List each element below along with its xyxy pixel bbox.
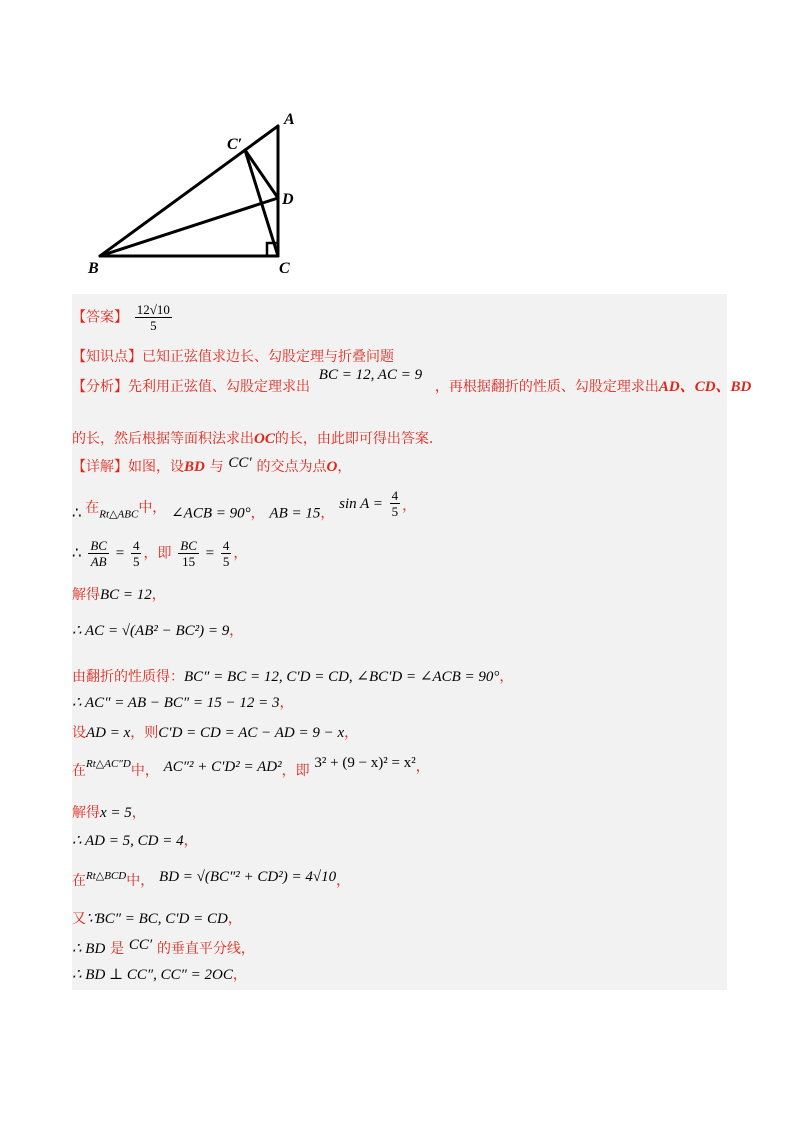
step2-f1d: AB (90, 554, 107, 569)
step13-pre: ∴ BD (72, 941, 106, 957)
step12-pre: 又 (72, 911, 86, 927)
step5-end: ， (499, 669, 514, 685)
label-d: D (282, 191, 294, 208)
detail-v2: CC′ (228, 455, 252, 471)
step1-end: ， (402, 497, 417, 514)
step3-end: ， (151, 587, 166, 603)
step8-pre: 在 (72, 763, 86, 779)
step1-num: 4 (391, 488, 399, 503)
step10-math: ∴ AD = 5, CD = 4 (72, 833, 184, 849)
detail-tag: 【详解】 (72, 459, 128, 475)
knowledge-text: 已知正弦值求边长、勾股定理与折叠问题 (142, 349, 394, 365)
step2-f4d: 5 (222, 554, 230, 569)
analysis-line2b: 的长，由此即可得出答案. (274, 431, 434, 447)
step-1 (72, 488, 417, 529)
step1-mid: 中， (138, 499, 167, 516)
step2-f2d: 5 (132, 554, 140, 569)
step-8 (72, 755, 430, 782)
step2-f3d: 15 (182, 554, 196, 569)
solution-panel (72, 294, 752, 990)
step7-mid: ，则 (130, 725, 159, 741)
step8-triangle: Rt△AC″D (86, 758, 131, 770)
step-9 (72, 802, 146, 823)
step1-sep: ， (250, 505, 265, 522)
label-b: B (88, 260, 99, 277)
step3-math: BC = 12 (100, 587, 152, 603)
step7-m2: C′D = CD = AC − AD = 9 − x (158, 725, 345, 741)
step8-end: ， (415, 759, 430, 775)
step-12 (72, 908, 242, 929)
answer-denominator: 5 (150, 318, 157, 333)
detail-v3: O (326, 459, 338, 475)
detail-t1: 如图，设 (128, 459, 184, 475)
detail-t2: 与 (209, 459, 224, 475)
step2-eq: = (115, 545, 125, 562)
step13-mid: 是 (110, 941, 125, 957)
step5-math: BC″ = BC = 12, C′D = CD, ∠BC′D = ∠ACB = 90° (184, 669, 500, 685)
answer-row (72, 302, 174, 333)
step-7 (72, 722, 358, 743)
analysis-math: BC = 12, AC = 9 (318, 367, 423, 383)
analysis-var2: OC (254, 431, 275, 447)
step10-end: ， (183, 833, 198, 849)
step-10 (72, 830, 198, 851)
step2-frac3 (178, 538, 199, 569)
step-14 (72, 964, 247, 985)
step2-end: ， (233, 545, 248, 562)
step2-f4n: 4 (222, 538, 230, 553)
step1-ab: AB = 15 (269, 505, 321, 522)
step2-f1n: BC (90, 538, 107, 553)
geometry-figure (70, 100, 330, 290)
knowledge-tag: 【知识点】 (72, 349, 142, 365)
analysis-text1: 先利用正弦值、勾股定理求出 (128, 379, 310, 395)
step1-fraction (390, 488, 401, 519)
step1-sep2: ， (320, 505, 335, 522)
step-5 (72, 666, 513, 687)
analysis-text2: ，再根据翻折的性质、勾股定理求出 (434, 379, 659, 395)
step8-m1: AC″² + C′D² = AD² (163, 759, 282, 775)
step1-in: 在 (85, 499, 100, 516)
analysis-tag: 【分析】 (72, 379, 128, 395)
answer-fraction (135, 302, 172, 333)
analysis-line2a: 的长，然后根据等面积法求出 (72, 431, 254, 447)
step11-triangle: Rt△BCD (86, 870, 127, 882)
step8-m2: 3² + (9 − x)² = x² (314, 755, 416, 771)
step8-mid2: ，即 (281, 763, 310, 779)
detail-row (72, 456, 351, 477)
segment-bd (100, 198, 278, 256)
step2-eq2: = (205, 545, 215, 562)
step1-den: 5 (391, 504, 399, 519)
step-2 (72, 538, 247, 569)
answer-tag: 【答案】 (72, 309, 128, 326)
label-c: C (279, 260, 290, 277)
step4-math: ∴ AC = √(AB² − BC²) = 9 (72, 623, 230, 639)
step2-f3n: BC (180, 538, 197, 553)
analysis-row (72, 367, 752, 397)
analysis-row-2 (72, 428, 433, 449)
step9-end: ， (131, 805, 146, 821)
step8-mid: 中， (130, 763, 159, 779)
step13-v: CC′ (128, 937, 153, 953)
step2-therefore: ∴ (72, 545, 82, 562)
step7-end: ， (344, 725, 359, 741)
step-11 (72, 870, 350, 892)
step1-sin: sin A = (339, 495, 383, 512)
step1-angle: ∠ACB = 90° (171, 505, 251, 522)
step2-frac4 (221, 538, 232, 569)
step6-end: ， (279, 695, 294, 711)
step2-mid: ，即 (143, 545, 172, 562)
step11-math: BD = √(BC″² + CD²) = 4√10 (159, 869, 337, 885)
step2-frac1 (88, 538, 109, 569)
detail-v1: BD (184, 459, 205, 475)
step14-math: ∴ BD ⊥ CC″, CC″ = 2OC (72, 967, 233, 983)
label-c-prime: C′ (227, 136, 243, 153)
step-4 (72, 620, 243, 641)
step9-pre: 解得 (72, 805, 100, 821)
segment-cprime-c (245, 150, 278, 256)
answer-numerator: 12√10 (136, 302, 170, 317)
segment-cprime-d (245, 150, 278, 198)
analysis-vars: AD、CD、BD (658, 379, 752, 395)
label-a: A (284, 111, 295, 128)
detail-t4: ， (337, 459, 352, 475)
step-13 (72, 938, 255, 959)
step2-f2n: 4 (132, 538, 140, 553)
step-3 (72, 584, 166, 605)
segment-ba (100, 126, 278, 256)
step9-math: x = 5 (100, 805, 132, 821)
step-6 (72, 692, 294, 713)
step7-m1: AD = x (86, 725, 131, 741)
step3-pre: 解得 (72, 587, 100, 603)
step1-therefore: ∴ (72, 505, 86, 522)
step12-math: ∵BC″ = BC, C′D = CD (86, 911, 228, 927)
knowledge-row (72, 346, 394, 367)
step12-end: ， (227, 911, 242, 927)
step11-mid: 中， (126, 873, 155, 889)
step13-post: 的垂直平分线， (156, 941, 255, 957)
step2-frac2 (131, 538, 142, 569)
detail-t3: 的交点为点 (256, 459, 327, 475)
step14-end: ， (232, 967, 247, 983)
step7-pre: 设 (72, 725, 86, 741)
step6-math: ∴ AC″ = AB − BC″ = 15 − 12 = 3 (72, 695, 280, 711)
step5-pre: 由翻折的性质得： (72, 669, 184, 685)
step11-end: ， (336, 873, 351, 889)
step1-triangle: Rt△ABC (99, 508, 139, 521)
step11-pre: 在 (72, 873, 86, 889)
step4-end: ， (229, 623, 244, 639)
